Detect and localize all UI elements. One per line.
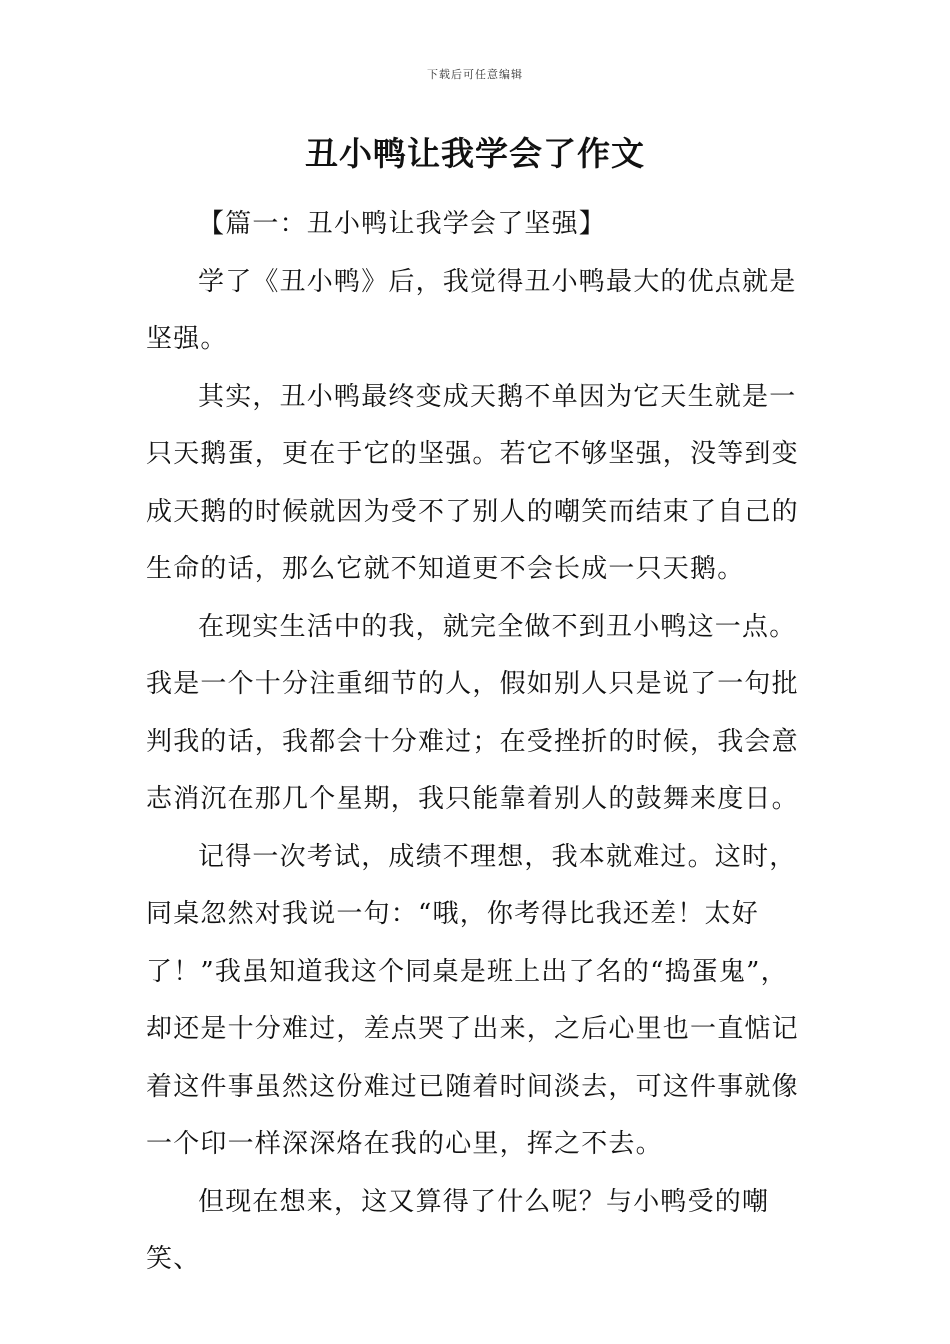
paragraph-5: 但现在想来，这又算得了什么呢？与小鸭受的嘲笑、 [146,1186,770,1274]
section-heading: 【篇一：丑小鸭让我学会了坚强】 [198,209,607,239]
document-title: 丑小鸭让我学会了作文 [305,134,645,173]
paragraph-2: 其实，丑小鸭最终变成天鹅不单因为它天生就是一只天鹅蛋，更在于它的坚强。若它不够坚强，没等到变成天鹅的时候就因为受不了别人的嘲笑而结束了自己的生命的话，那么它就不知道更不会长成一只天鹅。 [146,381,799,584]
paragraph-3: 在现实生活中的我，就完全做不到丑小鸭这一点。我是一个十分注重细节的人，假如别人只是说了一句批判我的话，我都会十分难过；在受挫折的时候，我会意志消沉在那几个星期，我只能靠着别人的鼓舞来度日。 [146,611,799,814]
paragraph-4: 记得一次考试，成绩不理想，我本就难过。这时，同桌忽然对我说一句：“哦，你考得比我还差！太好了！”我虽知道我这个同桌是班上出了名的“捣蛋鬼”，却还是十分难过，差点哭了出来，之后心里也一直惦记着这件事虽然这份难过已随着时间淡去，可这件事就像一个印一样深深烙在我的心里，挥之不去。 [146,841,799,1159]
document-body [146,196,806,1289]
paragraph-1: 学了《丑小鸭》后，我觉得丑小鸭最大的优点就是坚强。 [146,266,797,354]
header-note: 下载后可任意编辑 [427,68,523,81]
